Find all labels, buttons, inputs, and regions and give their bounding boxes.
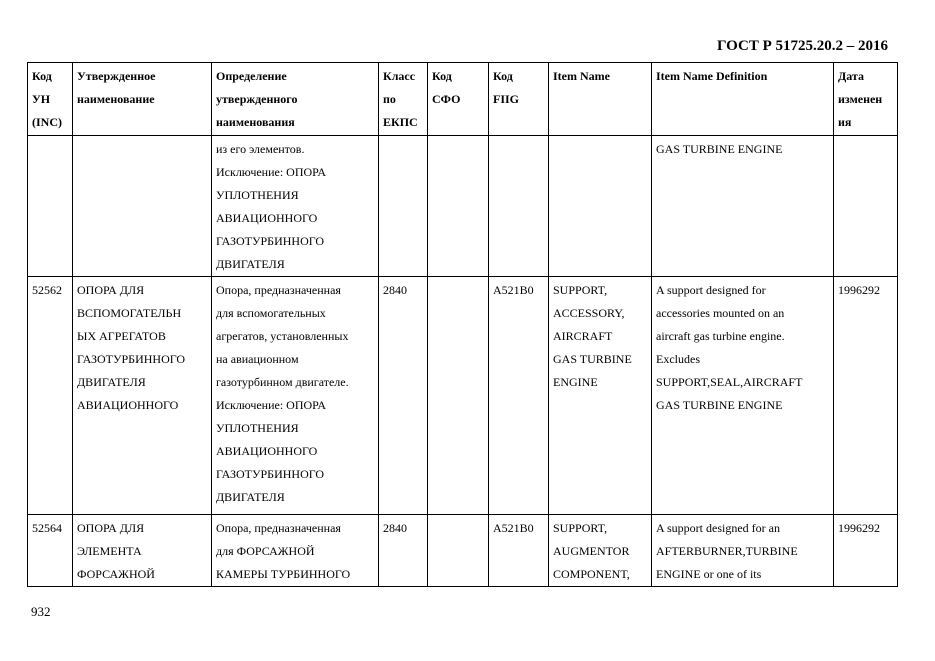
cell-change-date (834, 136, 898, 277)
cell-line: COMPONENT, (553, 567, 630, 581)
cell-line: из его элементов. (216, 142, 305, 156)
column-header-line: Код (432, 69, 452, 83)
cell-approved-name (73, 277, 212, 515)
cell-line: A support designed for (656, 283, 766, 297)
cell-fiig-code (489, 277, 549, 515)
cell-line: AUGMENTOR (553, 544, 630, 558)
cell-inc-code (28, 277, 73, 515)
column-header-line: наименования (216, 115, 295, 129)
cell-line: ЫХ АГРЕГАТОВ (77, 329, 166, 343)
cell-line: АВИАЦИОННОГО (216, 444, 318, 458)
cell-line: Опора, предназначенная (216, 521, 341, 535)
column-header-line: наименование (77, 92, 155, 106)
cell-line: SUPPORT, (553, 283, 608, 297)
cell-line: для вспомогательных (216, 306, 326, 320)
cell-line: Опора, предназначенная (216, 283, 341, 297)
cell-line: УПЛОТНЕНИЯ (216, 188, 299, 202)
cell-line: 2840 (383, 283, 407, 297)
cell-line: AFTERBURNER,TURBINE (656, 544, 798, 558)
cell-line: АВИАЦИОННОГО (216, 211, 318, 225)
cell-approved-name (73, 136, 212, 277)
column-header-definition (212, 63, 379, 136)
cell-line: агрегатов, установленных (216, 329, 349, 343)
column-header-line: по (383, 92, 396, 106)
cell-sfo-code (428, 136, 489, 277)
cell-line: ГАЗОТУРБИННОГО (216, 234, 325, 248)
column-header-ekps-class (379, 63, 428, 136)
cell-line: A support designed for an (656, 521, 780, 535)
cell-line: УПЛОТНЕНИЯ (216, 421, 299, 435)
column-header-line: УН (32, 92, 51, 106)
cell-ekps-class (379, 277, 428, 515)
cell-line: accessories mounted on an (656, 306, 785, 320)
cell-line: АВИАЦИОННОГО (77, 398, 179, 412)
cell-sfo-code (428, 277, 489, 515)
cell-line: ВСПОМОГАТЕЛЬН (77, 306, 182, 320)
table-row (28, 515, 898, 587)
cell-definition (212, 136, 379, 277)
column-header-line: Утвержденное (77, 69, 156, 83)
cell-line: 52564 (32, 521, 62, 535)
cell-item-name-definition (652, 277, 834, 515)
cell-line: GAS TURBINE (553, 352, 632, 366)
cell-line: ОПОРА ДЛЯ (77, 283, 145, 297)
cell-line: ДВИГАТЕЛЯ (216, 490, 285, 504)
column-header-item-name-definition (652, 63, 834, 136)
column-header-item-name (549, 63, 652, 136)
column-header-line: Код (32, 69, 52, 83)
cell-line: Excludes (656, 352, 700, 366)
cell-line: ДВИГАТЕЛЯ (77, 375, 146, 389)
column-header-fiig-code (489, 63, 549, 136)
cell-item-name (549, 515, 652, 587)
cell-line: GAS TURBINE ENGINE (656, 398, 783, 412)
cell-item-name (549, 277, 652, 515)
column-header-line: Определение (216, 69, 287, 83)
cell-line: Исключение: ОПОРА (216, 165, 326, 179)
column-header-sfo-code (428, 63, 489, 136)
item-name-table (27, 62, 898, 587)
column-header-line: Код (493, 69, 513, 83)
cell-line: КАМЕРЫ ТУРБИННОГО (216, 567, 351, 581)
cell-line: ГАЗОТУРБИННОГО (77, 352, 186, 366)
column-header-line: СФО (432, 92, 461, 106)
cell-line: Исключение: ОПОРА (216, 398, 326, 412)
column-header-line: Дата (838, 69, 864, 83)
cell-line: A521B0 (493, 283, 534, 297)
page-number: 932 (31, 604, 51, 619)
table-row (28, 277, 898, 515)
cell-line: SUPPORT,SEAL,AIRCRAFT (656, 375, 803, 389)
cell-definition (212, 515, 379, 587)
standard-header: ГОСТ Р 51725.20.2 – 2016 (716, 38, 888, 54)
column-header-line: ия (838, 115, 852, 129)
column-header-line: ЕКПС (383, 115, 418, 129)
cell-line: на авиационном (216, 352, 299, 366)
cell-fiig-code (489, 136, 549, 277)
column-header-line: Класс (383, 69, 416, 83)
cell-line: 52562 (32, 283, 62, 297)
cell-line: ОПОРА ДЛЯ (77, 521, 145, 535)
cell-line: ГАЗОТУРБИННОГО (216, 467, 325, 481)
cell-line: A521B0 (493, 521, 534, 535)
cell-line: газотурбинном двигателе. (216, 375, 349, 389)
cell-item-name (549, 136, 652, 277)
column-header-inc-code (28, 63, 73, 136)
cell-item-name-definition (652, 136, 834, 277)
cell-change-date (834, 515, 898, 587)
cell-ekps-class (379, 515, 428, 587)
cell-line: для ФОРСАЖНОЙ (216, 544, 315, 558)
cell-fiig-code (489, 515, 549, 587)
cell-change-date (834, 277, 898, 515)
cell-line: aircraft gas turbine engine. (656, 329, 785, 343)
column-header-line: Item Name (553, 69, 610, 83)
cell-approved-name (73, 515, 212, 587)
cell-inc-code (28, 515, 73, 587)
cell-definition (212, 277, 379, 515)
cell-line: AIRCRAFT (553, 329, 613, 343)
cell-line: ACCESSORY, (553, 306, 625, 320)
column-header-line: утвержденного (216, 92, 298, 106)
column-header-change-date (834, 63, 898, 136)
cell-line: ENGINE (553, 375, 598, 389)
cell-line: ЭЛЕМЕНТА (77, 544, 142, 558)
column-header-line: изменен (838, 92, 883, 106)
table-row (28, 136, 898, 277)
cell-item-name-definition (652, 515, 834, 587)
column-header-line: FIIG (493, 92, 520, 106)
cell-line: SUPPORT, (553, 521, 608, 535)
column-header-line: (INC) (32, 115, 62, 129)
cell-line: GAS TURBINE ENGINE (656, 142, 783, 156)
cell-inc-code (28, 136, 73, 277)
cell-line: ФОРСАЖНОЙ (77, 567, 155, 581)
cell-line: ENGINE or one of its (656, 567, 762, 581)
cell-line: 2840 (383, 521, 407, 535)
column-header-approved-name (73, 63, 212, 136)
table-header-row (28, 63, 898, 136)
cell-line: 1996292 (838, 521, 880, 535)
column-header-line: Item Name Definition (656, 69, 768, 83)
cell-ekps-class (379, 136, 428, 277)
cell-sfo-code (428, 515, 489, 587)
cell-line: 1996292 (838, 283, 880, 297)
cell-line: ДВИГАТЕЛЯ (216, 257, 285, 271)
